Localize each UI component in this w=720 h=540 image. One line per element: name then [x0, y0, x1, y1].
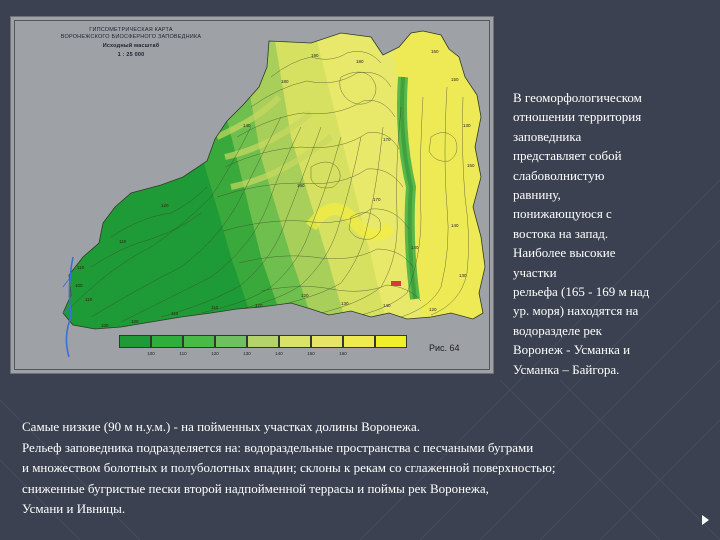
contour-elevation-label: 130 [341, 301, 349, 306]
contour-elevation-label: 120 [255, 303, 263, 308]
contour-elevation-label: 150 [467, 163, 475, 168]
reserve-elevation-map [11, 17, 495, 375]
hypsometric-map [10, 16, 494, 374]
contour-elevation-label: 120 [301, 293, 309, 298]
text-line: сниженные бугристые пески второй надпойменной террасы и поймы рек Воронежа, [22, 480, 489, 496]
contour-elevation-label: 100 [131, 319, 139, 324]
contour-elevation-label: 110 [77, 265, 85, 270]
contour-elevation-label: 150 [451, 77, 459, 82]
contour-elevation-label: 160 [431, 49, 439, 54]
contour-elevation-label: 110 [119, 239, 127, 244]
contour-elevation-label: 100 [101, 323, 109, 328]
text-line: востока на запад. [513, 225, 609, 241]
text-line: Наиболее высокие [513, 245, 616, 261]
contour-elevation-label: 180 [281, 79, 289, 84]
legend-label: 130 [243, 351, 251, 356]
text-line: Усмани и Ивницы. [22, 501, 126, 516]
text-line: понижающуюся с [513, 206, 612, 222]
contour-elevation-label: 130 [463, 123, 471, 128]
text-line: Рельеф заповедника подразделяется на: водораздельные пространства с песчаными буграми [22, 439, 534, 455]
legend-swatch [247, 335, 279, 348]
legend-label: 140 [275, 351, 283, 356]
text-line: слабоволнистую [513, 167, 605, 183]
legend-swatch [119, 335, 151, 348]
contour-elevation-label: 170 [383, 137, 391, 142]
figure-caption: Рис. 64 [429, 343, 460, 353]
description-text [513, 88, 703, 379]
map-scale-label: Исходный масштаб [102, 43, 160, 49]
contour-elevation-label: 160 [297, 183, 305, 188]
contour-elevation-label: 170 [373, 197, 381, 202]
legend-label: 110 [179, 351, 187, 356]
legend-labels [119, 351, 407, 359]
legend-swatch [343, 335, 375, 348]
legend-swatch [279, 335, 311, 348]
contour-elevation-label: 110 [85, 297, 93, 302]
contour-elevation-label: 130 [459, 273, 467, 278]
contour-elevation-label: 190 [311, 53, 319, 58]
text-line: Самые низкие (90 м н.у.м.) - на пойменных участках долины Воронежа. [22, 419, 421, 434]
contour-elevation-label: 180 [356, 59, 364, 64]
legend-swatch [183, 335, 215, 348]
text-line: рельефа (165 - 169 м над [513, 284, 650, 300]
legend-swatch [311, 335, 343, 348]
next-slide-arrow-icon[interactable] [702, 515, 709, 525]
contour-elevation-label: 140 [451, 223, 459, 228]
contour-elevation-label: 110 [211, 305, 219, 310]
text-line: представляет собой [513, 148, 622, 164]
elevation-legend [119, 335, 407, 348]
text-line: ур. моря) находятся на [513, 303, 639, 319]
text-line: равнину, [513, 187, 561, 203]
legend-swatch [215, 335, 247, 348]
legend-swatch [151, 335, 183, 348]
map-title-line1: ГИПСОМЕТРИЧЕСКАЯ КАРТА [89, 27, 173, 33]
contour-elevation-label: 120 [161, 203, 169, 208]
map-title-line2: ВОРОНЕЖСКОГО БИОСФЕРНОГО ЗАПОВЕДНИКА [60, 34, 202, 40]
legend-label: 120 [211, 351, 219, 356]
text-line: водоразделе рек [513, 322, 602, 338]
relief-description-text [22, 417, 712, 520]
text-line: Усманка – Байгора. [513, 361, 620, 377]
map-scale-value: 1 : 25 000 [117, 52, 145, 58]
legend-label: 150 [307, 351, 315, 356]
text-line: Воронеж - Усманка и [513, 342, 631, 358]
text-line: отношении территория [513, 109, 642, 125]
legend-swatch [375, 335, 407, 348]
text-line: участки [513, 264, 557, 280]
text-line: В геоморфологическом [513, 90, 642, 105]
text-line: заповедника [513, 128, 582, 144]
contour-elevation-label: 100 [75, 283, 83, 288]
contour-elevation-label: 120 [429, 307, 437, 312]
text-line: и множеством болотных и полуболотных впадин; склоны к рекам со сглаженной поверхностью; [22, 460, 556, 475]
contour-elevation-label: 140 [243, 123, 251, 128]
contour-elevation-label: 140 [411, 245, 419, 250]
legend-label: 100 [147, 351, 155, 356]
legend-label: 160 [339, 351, 347, 356]
contour-elevation-label: 110 [171, 311, 179, 316]
contour-elevation-label: 140 [383, 303, 391, 308]
